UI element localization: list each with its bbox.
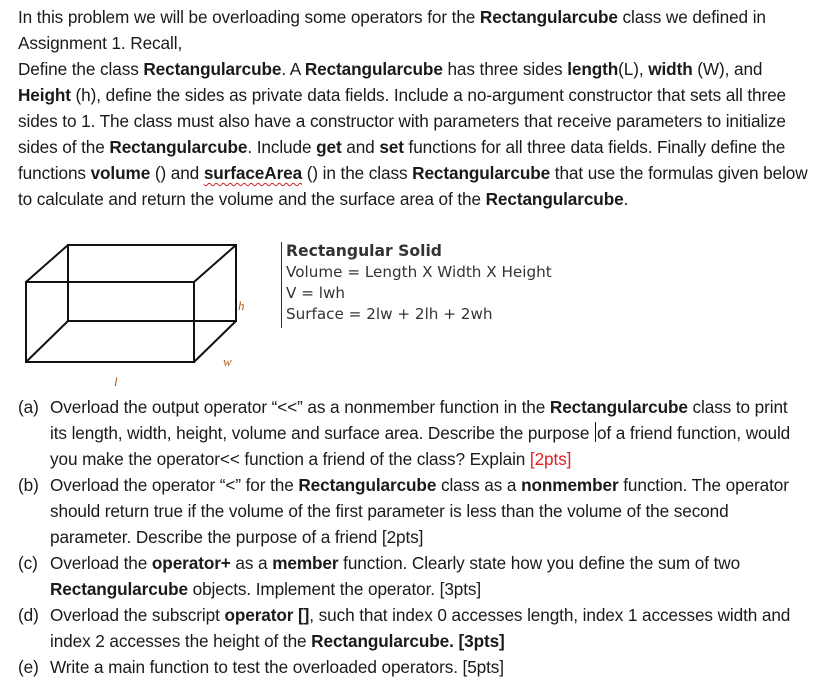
- list-item-e: (e) Write a main function to test the overloaded operators. [5pts]: [18, 657, 504, 677]
- formula-heading: Rectangular Solid: [286, 242, 442, 260]
- list-item-b: (b) Overload the operator “<” for the Rectangularcube class as a nonmember function. The operator should return true if the volume of the first parameter is less than the volume of the second parameter. Describe the purpose of a friend [2pts]: [18, 475, 789, 547]
- text-cursor: [595, 422, 596, 442]
- label-l: l: [114, 374, 118, 387]
- question-list: [18, 394, 808, 680]
- list-item-a: (a) Overload the output operator “<<” as a nonmember function in the Rectangularcube class to print its length, width, height, volume and surface area. Describe the purpose of a friend function, would you make the operator<< function a friend of the class? Explain [2pts]: [18, 397, 791, 469]
- spellcheck-word: surfaceArea: [203, 163, 303, 183]
- list-item-c: (c) Overload the operator+ as a member function. Clearly state how you define the sum of two Rectangularcube objects. Implement the operator. [3pts]: [18, 553, 741, 599]
- box-drawing: [18, 242, 278, 387]
- points-red: [2pts]: [529, 449, 572, 469]
- class-name: Rectangularcube: [479, 7, 618, 27]
- formula-box: [281, 242, 602, 328]
- label-w: w: [223, 354, 232, 369]
- intro-paragraph: In this problem we will be overloading some operators for the Rectangularcube class we defined in Assignment 1. Recall,: [18, 7, 766, 53]
- rectangular-solid-figure: [18, 242, 278, 387]
- volume-formula: Volume = Length X Width X Height: [286, 263, 552, 281]
- definition-paragraph: Define the class Rectangularcube. A Rectangularcube has three sides length(L), width (W), and Height (h), define the sides as private data fields. Include a no-argument constructor that sets all three sides to 1. The class must also have a constructor with parameters that receive parameters to initialize sides of the Rectangularcube. Include get and set functions for all three data fields. Finally define the functions volume () and surfaceArea () in the class Rectangularcube that use the formulas given below to calculate and return the volume and the surface area of the Rectangularcube.: [18, 59, 808, 209]
- list-item-d: (d) Overload the subscript operator [], such that index 0 accesses length, index 1 accesses width and index 2 accesses the height of the Rectangularcube. [3pts]: [18, 605, 791, 651]
- v-formula: V = lwh: [286, 284, 346, 302]
- surface-formula: Surface = 2lw + 2lh + 2wh: [286, 305, 493, 323]
- label-h: h: [238, 298, 245, 313]
